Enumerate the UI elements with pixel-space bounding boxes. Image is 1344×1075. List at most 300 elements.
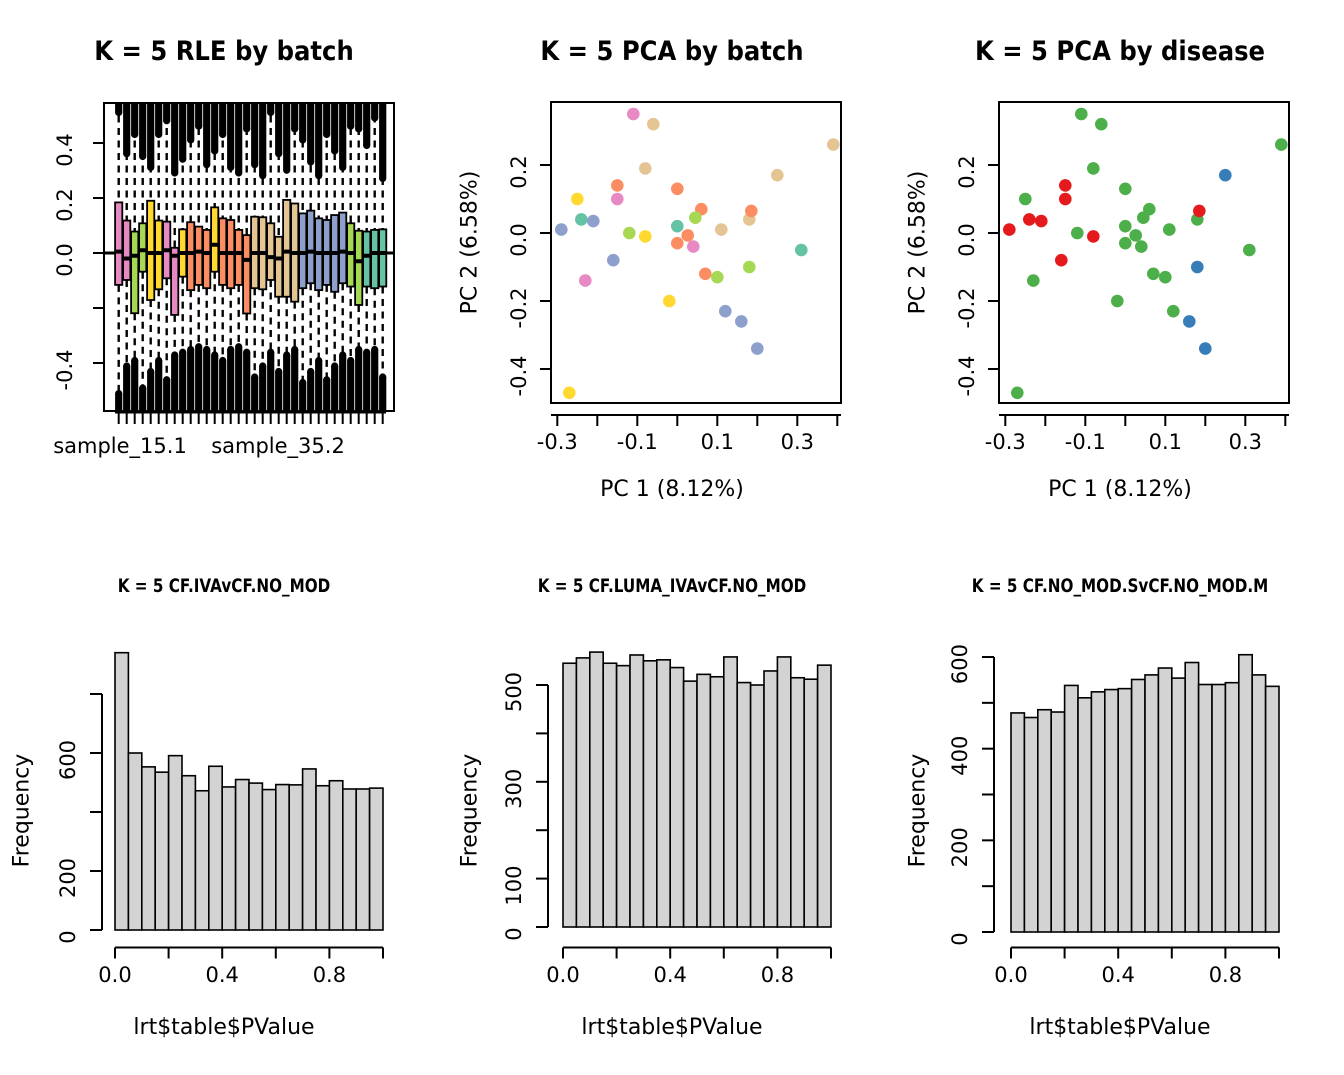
outlier-blob-top [251, 103, 258, 165]
outlier-blob-bottom-tip [347, 357, 354, 364]
outlier-blob-bottom [235, 347, 242, 411]
median-line [139, 248, 147, 252]
median-line [211, 243, 219, 247]
hist-bar [1185, 663, 1198, 932]
scatter-point [719, 305, 732, 318]
hist-bar [182, 776, 195, 930]
x-tick-label: 0.8 [312, 963, 347, 987]
box [339, 213, 346, 284]
median-line [307, 250, 315, 254]
outlier-blob-bottom-tip [331, 362, 338, 369]
y-tick-label: 400 [948, 735, 972, 776]
y-tick-label: 0.2 [507, 155, 531, 189]
median-line [219, 251, 227, 255]
y-axis-label: PC 2 (6.58%) [457, 170, 483, 315]
hist-bar [1038, 710, 1051, 932]
hist-bar [670, 668, 683, 927]
y-axis-label: Frequency [457, 753, 483, 868]
box [363, 232, 370, 287]
x-axis-label: lrt$table$PValue [133, 1015, 315, 1040]
median-line [243, 258, 251, 262]
outlier-blob-bottom-tip [299, 379, 306, 386]
median-line [259, 251, 267, 255]
outlier-blob-top-tip [243, 125, 250, 132]
hist-bar [1105, 690, 1118, 932]
outlier-blob-top [363, 103, 370, 146]
scatter-point [771, 169, 784, 182]
outlier-blob-top [355, 103, 362, 129]
median-line [227, 251, 235, 255]
outlier-blob-bottom-tip [371, 346, 378, 353]
outlier-blob-top [299, 103, 306, 140]
outlier-blob-top [331, 103, 338, 151]
y-tick-label: -0.2 [507, 287, 531, 329]
outlier-blob-top-tip [123, 150, 130, 157]
y-tick-label: -0.2 [955, 287, 979, 329]
box [195, 227, 202, 285]
x-tick-label: 0.0 [994, 963, 1028, 987]
x-axis-label: lrt$table$PValue [581, 1015, 763, 1040]
median-line [379, 251, 387, 255]
scatter-point [751, 342, 764, 355]
x-tick-label: 0.4 [205, 963, 239, 987]
scatter-point [1275, 138, 1288, 151]
hist-bar [617, 666, 630, 927]
outlier-blob-top-tip [331, 147, 338, 154]
hist-bar [657, 660, 670, 927]
outlier-blob-bottom [299, 383, 306, 412]
x-tick-label: -0.1 [1064, 430, 1106, 454]
hist-bar [818, 665, 831, 927]
hist-bar [737, 683, 750, 927]
scatter-point [571, 193, 584, 206]
y-tick-label: 200 [56, 857, 80, 899]
outlier-blob-top-tip [283, 167, 290, 174]
hist-bar [142, 767, 155, 930]
outlier-blob-bottom-tip [267, 349, 274, 356]
hist-bar [563, 663, 576, 927]
panel-title: K = 5 CF.IVAvCF.NO_MOD [117, 575, 331, 597]
hist-bar [777, 657, 790, 927]
outlier-blob-bottom-tip [187, 346, 194, 353]
hist-bar [1118, 689, 1131, 932]
hist-bar [724, 657, 737, 927]
scatter-point [1119, 237, 1132, 250]
scatter-point [1147, 268, 1160, 281]
outlier-blob-top-tip [267, 109, 274, 116]
scatter-point [743, 261, 756, 274]
outlier-blob-top [243, 103, 250, 129]
panel-rle-by-batch [0, 0, 448, 545]
scatter-point [575, 213, 588, 226]
scatter-point [1035, 215, 1048, 228]
outlier-blob-bottom [195, 347, 202, 411]
scatter-point [1163, 223, 1176, 236]
scatter-point [1059, 193, 1072, 206]
outlier-blob-top-tip [227, 164, 234, 171]
outlier-blob-bottom-tip [379, 373, 386, 380]
hist-bar [316, 786, 329, 930]
hist-bar [262, 790, 275, 930]
scatter-point [699, 268, 712, 281]
outlier-blob-top-tip [219, 131, 226, 138]
outlier-blob-top [203, 103, 210, 165]
hist-bar [1212, 685, 1225, 932]
hist-bar [289, 785, 302, 930]
x-tick-label: 0.8 [760, 963, 795, 987]
outlier-blob-bottom-tip [195, 343, 202, 350]
outlier-blob-top [179, 103, 186, 159]
y-tick-label: 500 [502, 671, 526, 713]
scatter-point [689, 211, 702, 224]
hist-bar [343, 789, 356, 930]
x-tick-label: 0.0 [98, 963, 132, 987]
box [139, 223, 146, 271]
outlier-blob-top [211, 103, 218, 151]
hist-bar [630, 655, 643, 927]
median-line [155, 251, 163, 255]
scatter-point [639, 162, 652, 175]
median-line [171, 254, 179, 258]
hist-bar [1266, 686, 1279, 932]
outlier-blob-bottom-tip [363, 349, 370, 356]
outlier-blob-bottom [259, 366, 266, 411]
panel-title: K = 5 RLE by batch [94, 36, 354, 67]
box [171, 248, 178, 315]
hist-bar [1065, 685, 1078, 932]
outlier-blob-bottom [291, 350, 298, 412]
scatter-point [1219, 169, 1232, 182]
hist-bar [222, 787, 235, 930]
outlier-blob-bottom-tip [155, 357, 162, 364]
rle-boxplot-canvas [0, 0, 448, 545]
outlier-blob-top-tip [259, 172, 266, 179]
y-tick-label: 0.0 [955, 223, 979, 257]
box [115, 202, 122, 285]
median-line [355, 259, 363, 263]
x-axis-label: lrt$table$PValue [1029, 1015, 1211, 1040]
scatter-point [1055, 254, 1068, 267]
hist3-canvas [896, 545, 1344, 1075]
x-tick-label: 0.3 [1228, 430, 1263, 454]
median-line [163, 248, 171, 252]
hist-bar [751, 685, 764, 927]
scatter-point [579, 274, 592, 287]
outlier-blob-bottom [187, 350, 194, 412]
x-axis-label: PC 1 (8.12%) [1048, 477, 1192, 502]
panel-hist-cf-iva [0, 545, 448, 1075]
outlier-blob-bottom [323, 380, 330, 411]
hist-bar [764, 671, 777, 927]
outlier-blob-bottom-tip [251, 373, 258, 380]
median-line [187, 251, 195, 255]
box [147, 201, 154, 300]
scatter-point [671, 220, 684, 233]
scatter-point [587, 215, 600, 228]
y-axis-label: Frequency [9, 753, 35, 868]
scatter-point [827, 138, 840, 151]
outlier-blob-bottom [347, 361, 354, 412]
scatter-point [611, 193, 624, 206]
hist-bar [155, 772, 168, 930]
hist-bar [1011, 713, 1024, 932]
y-tick-label: 0.0 [53, 243, 77, 277]
y-tick-label: 0.2 [53, 188, 77, 222]
scatter-point [687, 240, 700, 253]
hist-bar [1132, 679, 1145, 932]
scatter-point [1019, 193, 1032, 206]
scatter-point [663, 295, 676, 308]
outlier-blob-bottom [203, 350, 210, 412]
median-line [115, 250, 123, 254]
y-tick-label: 0 [948, 932, 972, 946]
box [235, 230, 242, 285]
outlier-blob-top-tip [307, 158, 314, 165]
median-line [371, 251, 379, 255]
outlier-blob-top [123, 103, 130, 154]
hist-bar [1145, 675, 1158, 932]
outlier-blob-top-tip [155, 131, 162, 138]
outlier-blob-bottom-tip [259, 362, 266, 369]
hist-bar [1051, 712, 1064, 932]
outlier-blob-bottom [371, 350, 378, 412]
panel-hist-cf-luma-iva [448, 545, 896, 1075]
hist-bar [1172, 678, 1185, 932]
median-line [195, 250, 203, 254]
hist-bar [370, 788, 383, 930]
outlier-blob-top [291, 103, 298, 129]
hist-bar [1239, 655, 1252, 932]
x-tick-label-sample-35-2: sample_35.2 [211, 434, 345, 458]
outlier-blob-top-tip [235, 169, 242, 176]
scatter-point [1137, 211, 1150, 224]
scatter-point [1075, 108, 1088, 121]
scatter-point [1159, 271, 1172, 284]
panel-hist-cf-nomod [896, 545, 1344, 1075]
outlier-blob-bottom [331, 366, 338, 411]
outlier-blob-top-tip [363, 142, 370, 149]
outlier-blob-top-tip [139, 153, 146, 160]
outlier-blob-top [259, 103, 266, 176]
y-tick-label: 0.4 [53, 133, 77, 167]
y-tick-label: -0.4 [507, 355, 531, 397]
outlier-blob-bottom [283, 355, 290, 411]
median-line [203, 251, 211, 255]
outlier-blob-bottom [147, 372, 154, 412]
scatter-point [611, 179, 624, 192]
scatter-point [735, 315, 748, 328]
scatter-point [711, 271, 724, 284]
scatter-point [1111, 295, 1124, 308]
outlier-blob-top [227, 103, 234, 168]
scatter-point [1023, 213, 1036, 226]
median-line [235, 251, 243, 255]
x-tick-label: -0.3 [536, 430, 578, 454]
outlier-blob-bottom-tip [131, 357, 138, 364]
outlier-blob-top [307, 103, 314, 162]
outlier-blob-bottom-tip [323, 376, 330, 383]
outlier-blob-bottom-tip [355, 346, 362, 353]
scatter-point [1087, 162, 1100, 175]
outlier-blob-top-tip [131, 131, 138, 138]
outlier-blob-bottom [155, 361, 162, 412]
x-tick-label: 0.1 [1148, 430, 1183, 454]
hist-bar [1078, 698, 1091, 932]
box [275, 237, 282, 297]
scatter-point [1193, 205, 1206, 218]
outlier-blob-bottom-tip [179, 349, 186, 356]
median-line [299, 251, 307, 255]
y-tick-label: -0.4 [955, 355, 979, 397]
outlier-blob-bottom [163, 380, 170, 411]
outlier-blob-top [323, 103, 330, 135]
scatter-point [563, 387, 576, 400]
scatter-point [639, 230, 652, 243]
y-tick-label: 300 [502, 768, 526, 809]
outlier-blob-bottom [219, 361, 226, 412]
scatter-point [1095, 118, 1108, 131]
median-line [331, 251, 339, 255]
hist-bar [276, 785, 289, 930]
box [123, 221, 130, 280]
outlier-blob-top-tip [163, 117, 170, 124]
hist-bar [1225, 683, 1238, 932]
outlier-blob-top [275, 103, 282, 154]
median-line [275, 257, 283, 261]
hist-bar [1091, 692, 1104, 932]
hist2-canvas [448, 545, 896, 1075]
pca-disease-canvas [896, 0, 1344, 545]
scatter-point [1071, 227, 1084, 240]
outlier-blob-bottom-tip [219, 357, 226, 364]
outlier-blob-bottom-tip [243, 349, 250, 356]
outlier-blob-bottom-tip [235, 343, 242, 350]
box [131, 232, 138, 314]
outlier-blob-top [187, 103, 194, 140]
scatter-point [1119, 183, 1132, 196]
scatter-point [671, 237, 684, 250]
median-line [123, 257, 131, 261]
panel-pca-by-disease [896, 0, 1344, 545]
outlier-blob-top [339, 103, 346, 168]
panel-title: K = 5 CF.NO_MOD.SvCF.NO_MOD.M [971, 575, 1269, 597]
box [379, 229, 386, 286]
hist-bar [1252, 675, 1265, 932]
hist-bar [684, 681, 697, 927]
outlier-blob-bottom [363, 352, 370, 411]
y-tick-label: 0 [56, 930, 80, 944]
outlier-blob-bottom-tip [203, 346, 210, 353]
outlier-blob-bottom [171, 355, 178, 411]
box [243, 235, 250, 313]
x-tick-label-sample-15-1: sample_15.1 [53, 434, 187, 458]
outlier-blob-bottom [211, 355, 218, 411]
hist-bar [249, 783, 262, 930]
hist-bar [643, 661, 656, 927]
outlier-blob-top [139, 103, 146, 157]
median-line [251, 251, 259, 255]
outlier-blob-top [315, 103, 322, 176]
median-line [347, 251, 355, 255]
outlier-blob-top-tip [171, 169, 178, 176]
median-line [323, 251, 331, 255]
outlier-blob-bottom [339, 355, 346, 411]
outlier-blob-bottom-tip [275, 368, 282, 375]
x-tick-label: -0.3 [984, 430, 1026, 454]
outlier-blob-top [131, 103, 138, 135]
outlier-blob-bottom [315, 361, 322, 412]
scatter-point [745, 205, 758, 218]
outlier-blob-top-tip [195, 123, 202, 130]
outlier-blob-bottom [131, 361, 138, 412]
scatter-point [1087, 230, 1100, 243]
x-tick-label: 0.8 [1208, 963, 1243, 987]
outlier-blob-bottom [275, 372, 282, 412]
outlier-blob-bottom-tip [115, 390, 122, 397]
outlier-blob-top [379, 103, 386, 179]
median-line [179, 251, 187, 255]
outlier-blob-bottom-tip [123, 362, 130, 369]
panel-title: K = 5 PCA by disease [974, 36, 1266, 67]
outlier-blob-top-tip [115, 109, 122, 116]
scatter-point [1199, 342, 1212, 355]
outlier-blob-top-tip [211, 147, 218, 154]
outlier-blob-bottom [179, 352, 186, 411]
hist-bar [576, 658, 589, 927]
hist-bar [236, 780, 249, 930]
box [307, 211, 314, 284]
hist-bar [329, 781, 342, 930]
outlier-blob-top-tip [179, 156, 186, 163]
outlier-blob-top [155, 103, 162, 135]
y-axis-label: Frequency [905, 753, 931, 868]
scatter-point [1129, 229, 1142, 242]
median-line [339, 250, 347, 254]
x-axis-label: PC 1 (8.12%) [600, 477, 744, 502]
outlier-blob-top-tip [371, 114, 378, 121]
median-line [147, 251, 155, 255]
scatter-point [1191, 261, 1204, 274]
hist-bar [209, 766, 222, 930]
outlier-blob-bottom-tip [339, 351, 346, 358]
hist-bar [697, 674, 710, 927]
outlier-blob-bottom [307, 372, 314, 412]
box [355, 231, 362, 305]
outlier-blob-top [147, 103, 154, 168]
outlier-blob-top [171, 103, 178, 173]
outlier-blob-top-tip [379, 175, 386, 182]
box [299, 213, 306, 288]
outlier-blob-bottom-tip [139, 384, 146, 391]
outlier-blob-top-tip [251, 161, 258, 168]
y-tick-label: 200 [948, 827, 972, 868]
outlier-blob-top-tip [291, 125, 298, 132]
outlier-blob-bottom-tip [163, 376, 170, 383]
median-line [363, 254, 371, 258]
outlier-blob-top-tip [275, 150, 282, 157]
panel-title: K = 5 CF.LUMA_IVAvCF.NO_MOD [537, 575, 807, 597]
box [371, 230, 378, 288]
scatter-point [1011, 387, 1024, 400]
outlier-blob-top-tip [347, 123, 354, 130]
outlier-blob-top-tip [339, 164, 346, 171]
hist-bar [128, 753, 141, 930]
median-line [315, 251, 323, 255]
outlier-blob-top-tip [355, 125, 362, 132]
median-line [291, 251, 299, 255]
outlier-blob-top-tip [299, 136, 306, 143]
outlier-blob-bottom-tip [291, 346, 298, 353]
